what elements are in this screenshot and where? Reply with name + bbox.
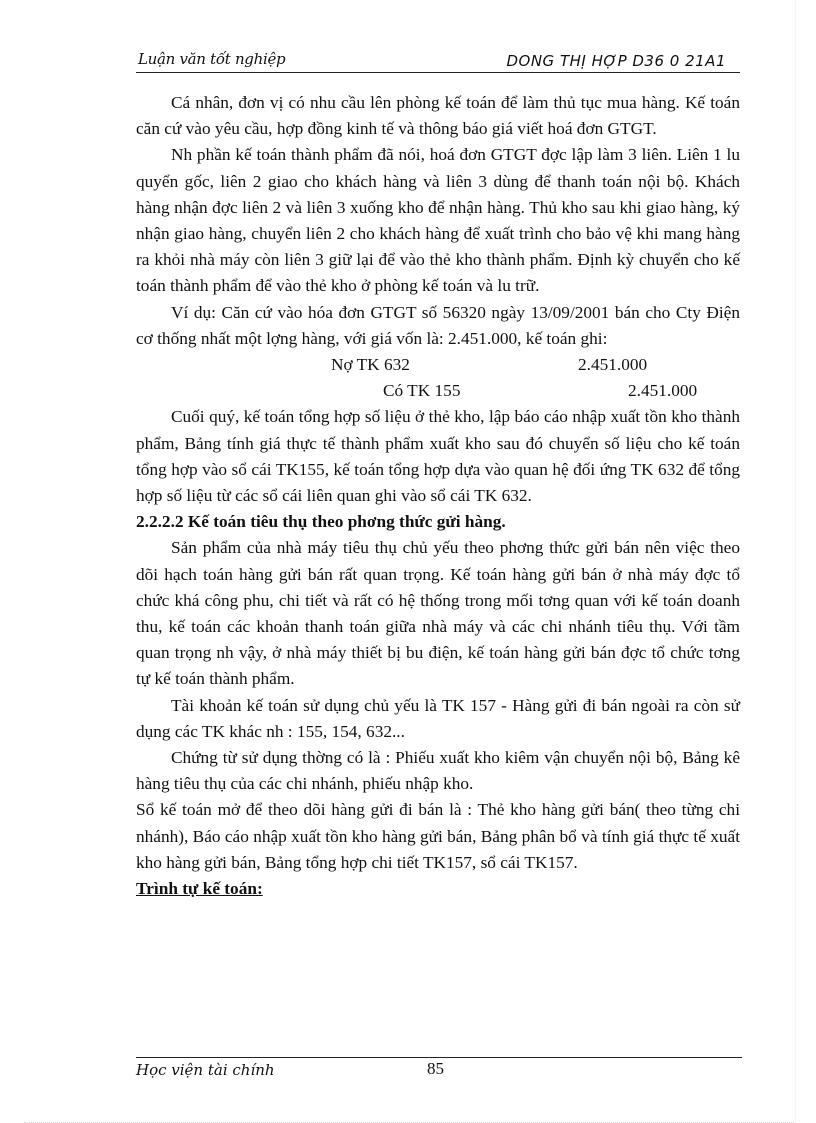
page-header: [136, 48, 740, 73]
footer-rule: [136, 1057, 742, 1058]
paragraph-4: Cuối quý, kế toán tổng hợp số liệu ở thẻ kho, lập báo cáo nhập xuất tồn kho thành phẩm, Bảng tính giá thực tế thành phẩm xuất kho sau đó chuyển số liệu cho kế toán tổng hợp vào sổ cái TK155, kế toán tổng hợp dựa vào quan hệ đối ứng TK 632 để tổng hợp số liệu từ các sổ cái liên quan ghi vào sổ cái TK 632.: [136, 407, 740, 506]
paragraph-1: Cá nhân, đơn vị có nhu cầu lên phòng kế toán để làm thủ tục mua hàng. Kế toán căn cứ vào yêu cầu, hợp đồng kinh tế và thông báo giá viết hoá đơn GTGT.: [136, 93, 740, 139]
page-body: [136, 90, 740, 902]
debit-amount: 2.451.000: [578, 355, 648, 375]
debit-account: Nợ TK 632: [331, 355, 410, 375]
paragraph-2: Nh phần kế toán thành phẩm đã nói, hoá đơn GTGT đợc lập làm 3 liên. Liên 1 lu quyển gốc, liên 2 giao cho khách hàng và liên 3 dùng để thanh toán nội bộ. Khách hàng nhận đợc liên 2 và liên 3 xuống kho để nhận hàng. Thủ kho sau khi giao hàng, ký nhận giao hàng, chuyển liên 2 cho khách hàng để xuất trình cho bảo vệ khi mang hàng ra khỏi nhà máy còn liên 3 giữ lại để vào thẻ kho thành phẩm. Định kỳ chuyển cho kế toán thành phẩm để vào thẻ kho ở phòng kế toán và lu trữ.: [136, 145, 740, 296]
journal-debit-line: [136, 352, 740, 378]
header-author-label: DONG THỊ HỢP D36 0 21A1: [506, 52, 726, 70]
page-number: 85: [427, 1059, 444, 1078]
credit-account: Có TK 155: [383, 381, 461, 401]
paragraph-5: Sản phẩm của nhà máy tiêu thụ chủ yếu theo phơng thức gửi bán nên việc theo dõi hạch toán hàng gửi bán rất quan trọng. Kế toán hàng gửi bán ở nhà máy đợc tổ chức khá công phu, chi tiết và rất có hệ thống trong mối tơng quan với kế toán doanh thu, kế toán các khoản thanh toán giữa nhà máy và các chi nhánh tiêu thụ. Với tầm quan trọng nh vậy, ở nhà máy thiết bị bu điện, kế toán hàng gửi bán đợc tổ chức tơng tự kế toán thành phẩm.: [136, 538, 740, 689]
right-margin-guide: [795, 0, 796, 1123]
header-thesis-label: Luận văn tốt nghiệp: [138, 50, 286, 68]
footer-institution: Học viện tài chính: [136, 1061, 275, 1079]
paragraph-3: Ví dụ: Căn cứ vào hóa đơn GTGT số 56320 ngày 13/09/2001 bán cho Cty Điện cơ thống nhất một lợng hàng, với giá vốn là: 2.451.000, kế toán ghi:: [136, 302, 740, 348]
credit-amount: 2.451.000: [628, 381, 698, 401]
paragraph-7: Chứng từ sử dụng thờng có là : Phiếu xuất kho kiêm vận chuyển nội bộ, Bảng kê hàng tiêu thụ của các chi nhánh, phiếu nhập kho.: [136, 748, 740, 794]
subheading: Trình tự kế toán:: [136, 879, 263, 899]
journal-credit-line: [136, 378, 740, 404]
paragraph-6: Tài khoản kế toán sử dụng chủ yếu là TK 157 - Hàng gửi đi bán ngoài ra còn sử dụng các TK khác nh : 155, 154, 632...: [136, 695, 740, 741]
section-heading: 2.2.2.2 Kế toán tiêu thụ theo phơng thức gửi hàng.: [136, 512, 506, 532]
paragraph-8: Sổ kế toán mở để theo dõi hàng gửi đi bán là : Thẻ kho hàng gửi bán( theo từng chi nhánh), Báo cáo nhập xuất tồn kho hàng gửi bán, Bảng phân bổ và tính giá thực tế xuất kho hàng gửi bán, Bảng tổng hợp chi tiết TK157, sổ cái TK157.: [136, 800, 740, 872]
